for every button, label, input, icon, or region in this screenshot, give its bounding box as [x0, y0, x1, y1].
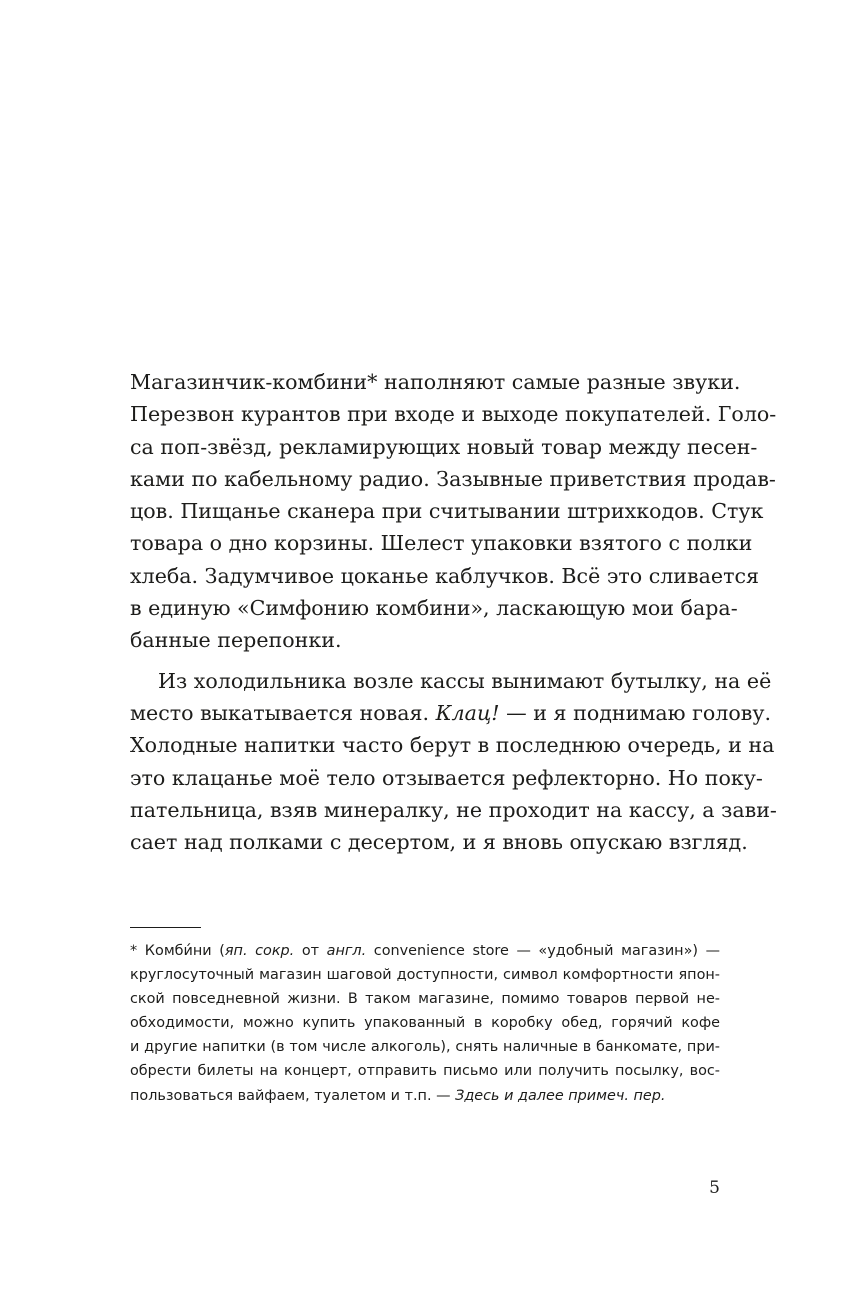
text-line: цов. Пищанье сканера при считывании штрихкодов. Стук [130, 499, 764, 524]
text-segment: — и я поднимаю голову. [499, 700, 772, 725]
paragraph-2 [130, 665, 777, 859]
text-line: это клацанье моё тело отзывается рефлекторно. Но поку- [130, 765, 763, 790]
italic-interjection: Клац! [435, 700, 500, 725]
paragraph-1 [130, 366, 777, 657]
text-line: Магазинчик-комбини* наполняют самые разные звуки. [130, 370, 741, 394]
footnote-line: обходимости, можно купить упакованный в коробку обед, горячий кофе [130, 1015, 720, 1032]
text-line: в единую «Симфонию комбини», ласкающую мои бара- [130, 596, 738, 621]
footnote-separator [130, 927, 201, 928]
text-line [130, 697, 772, 729]
footnote [130, 939, 720, 1108]
text-line: Из холодильника возле кассы вынимают бутылку, на её [158, 668, 772, 693]
text-segment: convenience store — «удобный магазин») — [366, 943, 720, 959]
text-line: сает над полками с десертом, и я вновь опускаю взгляд. [130, 830, 748, 855]
translator-note: Здесь и далее примеч. пер. [455, 1087, 666, 1104]
page-number: 5 [709, 1178, 720, 1198]
text-segment: пользоваться вайфаем, туалетом и т.п. — [130, 1087, 456, 1104]
footnote-line [130, 1084, 720, 1108]
text-segment: место выкатывается новая. [130, 700, 436, 725]
text-line: Перезвон курантов при входе и выходе покупателей. Голо- [130, 402, 777, 427]
italic-segment: яп. сокр. [224, 943, 295, 959]
text-line: хлеба. Задумчивое цоканье каблучков. Всё это сливается [130, 563, 760, 588]
text-line: товара о дно корзины. Шелест упаковки взятого с полки [130, 531, 753, 556]
text-line: банные перепонки. [130, 628, 342, 653]
text-segment: от [294, 943, 327, 959]
footnote-line: ской повседневной жизни. В таком магазине, помимо товаров первой не- [130, 991, 720, 1008]
footnote-line: круглосуточный магазин шаговой доступности, символ комфортности япон- [130, 967, 720, 984]
footnote-line: обрести билеты на концерт, отправить письмо или получить посылку, вос- [130, 1063, 720, 1080]
text-segment: * Комби́ни ( [130, 943, 225, 959]
footnote-line: и другие напитки (в том числе алкоголь), снять наличные в банкомате, при- [130, 1039, 720, 1056]
text-line: Холодные напитки часто берут в последнюю очередь, и на [130, 733, 775, 758]
text-line: ками по кабельному радио. Зазывные приветствия продав- [130, 466, 776, 491]
italic-segment: англ. [326, 943, 367, 959]
main-text [130, 366, 777, 858]
footnote-line [130, 939, 720, 963]
text-line: пательница, взяв минералку, не проходит на кассу, а зави- [130, 797, 777, 822]
text-line: са поп-звёзд, рекламирующих новый товар между песен- [130, 434, 758, 459]
